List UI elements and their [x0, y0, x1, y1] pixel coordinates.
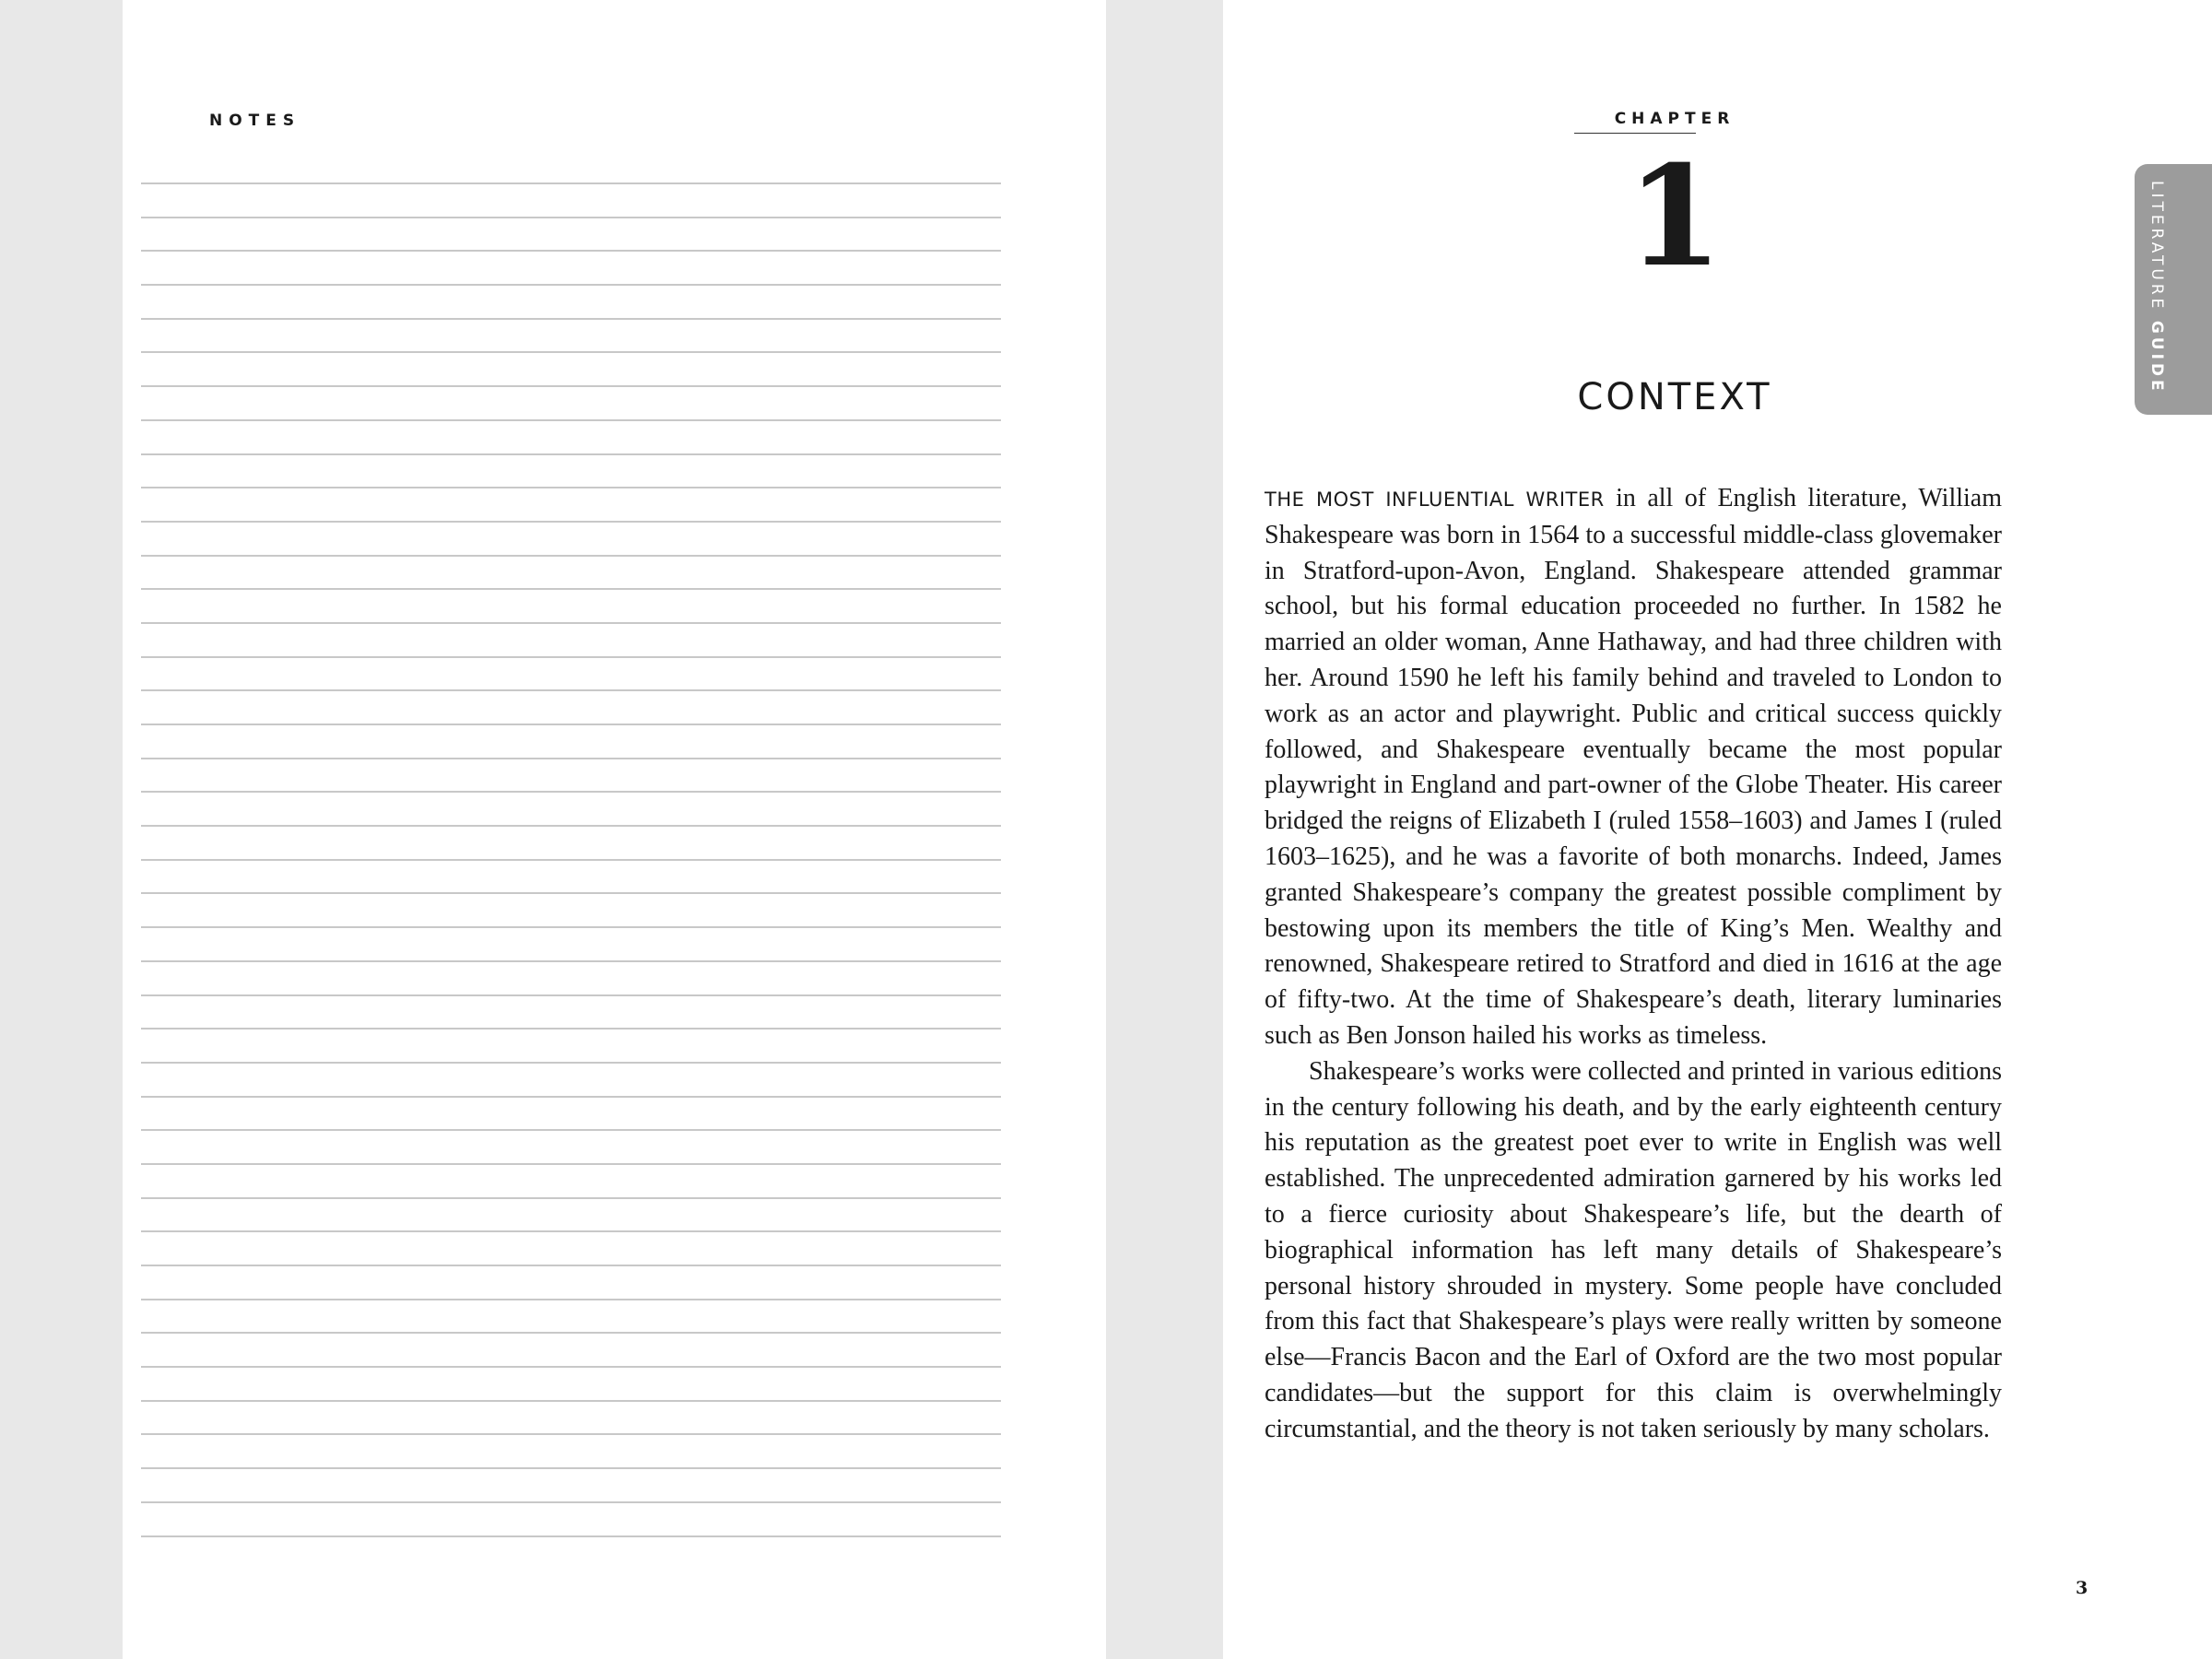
note-line	[141, 217, 1001, 218]
note-line	[141, 622, 1001, 624]
note-lines	[141, 182, 1001, 1569]
note-line	[141, 791, 1001, 793]
note-line	[141, 825, 1001, 827]
note-line	[141, 182, 1001, 184]
note-line	[141, 284, 1001, 286]
chapter-body	[1265, 481, 2002, 1448]
note-line	[141, 1400, 1001, 1402]
note-line	[141, 588, 1001, 590]
side-tab-label	[2147, 181, 2166, 394]
note-line	[141, 1467, 1001, 1469]
note-line	[141, 960, 1001, 962]
chapter-page	[1223, 0, 2212, 1659]
note-line	[141, 419, 1001, 421]
note-line	[141, 926, 1001, 928]
chapter-title: CONTEXT	[1577, 376, 1772, 418]
note-line	[141, 385, 1001, 387]
note-line	[141, 453, 1001, 455]
chapter-number: 1	[1626, 135, 1724, 298]
notes-label: NOTES	[209, 112, 301, 130]
note-line	[141, 1366, 1001, 1368]
note-line	[141, 555, 1001, 557]
note-line	[141, 656, 1001, 658]
note-line	[141, 351, 1001, 353]
side-tab-label-bold: GUIDE	[2147, 320, 2166, 394]
page-number: 3	[2076, 1578, 2088, 1598]
note-line	[141, 1299, 1001, 1300]
note-line	[141, 758, 1001, 759]
note-line	[141, 521, 1001, 523]
note-line	[141, 689, 1001, 691]
note-line	[141, 1332, 1001, 1334]
note-line	[141, 318, 1001, 320]
note-line	[141, 1501, 1001, 1503]
note-line	[141, 1433, 1001, 1435]
note-line	[141, 1197, 1001, 1199]
note-line	[141, 1096, 1001, 1098]
notes-page	[123, 0, 1106, 1659]
paragraph-1	[1265, 481, 2002, 1054]
note-line	[141, 1230, 1001, 1232]
paragraph-2: Shakespeare’s works were collected and printed in various editions in the century following his death, and by the early eighteenth century his reputation as the greatest poet ever to write in English was well established. The unprecedented admiration garnered by his works led to a fierce curiosity about Shakespeare’s life, but the dearth of biographical information has left many details of Shakespeare’s personal history shrouded in mystery. Some people have concluded from this fact that Shakespeare’s plays were really written by someone else—Francis Bacon and the Earl of Oxford are the two most popular candidates—but the support for this claim is overwhelmingly circumstantial, and the theory is not taken seriously by many scholars.	[1265, 1056, 2002, 1443]
note-line	[141, 1535, 1001, 1537]
note-line	[141, 1028, 1001, 1030]
note-line	[141, 487, 1001, 488]
paragraph-1-text: in all of English literature, William Shakespeare was born in 1564 to a successful middle-class glovemaker in Stratford-upon-Avon, England. Shakespeare attended grammar school, but his formal education proceeded no further. In 1582 he married an older woman, Anne Hathaway, and had three children with her. Around 1590 he left his family behind and traveled to London to work as an actor and playwright. Public and critical success quickly followed, and Shakespeare eventually became the most popular playwright in England and part-owner of the Globe Theater. His career bridged the reigns of Elizabeth I (ruled 1558–1603) and James I (ruled 1603–1625), and he was a favorite of both monarchs. Indeed, James granted Shakespeare’s company the greatest possible compliment by bestowing upon its members the title of King’s Men. Wealthy and renowned, Shakespeare retired to Stratford and died in 1616 at the age of fifty-two. At the time of Shakespeare’s death, literary luminaries such as Ben Jonson hailed his works as timeless.	[1265, 484, 2002, 1050]
note-line	[141, 892, 1001, 894]
note-line	[141, 724, 1001, 725]
note-line	[141, 859, 1001, 861]
note-line	[141, 250, 1001, 252]
lead-in: THE MOST INFLUENTIAL WRITER	[1265, 488, 1605, 511]
literature-guide-tab	[2135, 164, 2212, 415]
note-line	[141, 1265, 1001, 1266]
side-tab-label-regular: LITERATURE	[2147, 181, 2166, 321]
note-line	[141, 1129, 1001, 1131]
chapter-underline	[1574, 133, 1696, 134]
note-line	[141, 1062, 1001, 1064]
chapter-label: CHAPTER	[1614, 110, 1735, 128]
note-line	[141, 994, 1001, 996]
note-line	[141, 1163, 1001, 1165]
